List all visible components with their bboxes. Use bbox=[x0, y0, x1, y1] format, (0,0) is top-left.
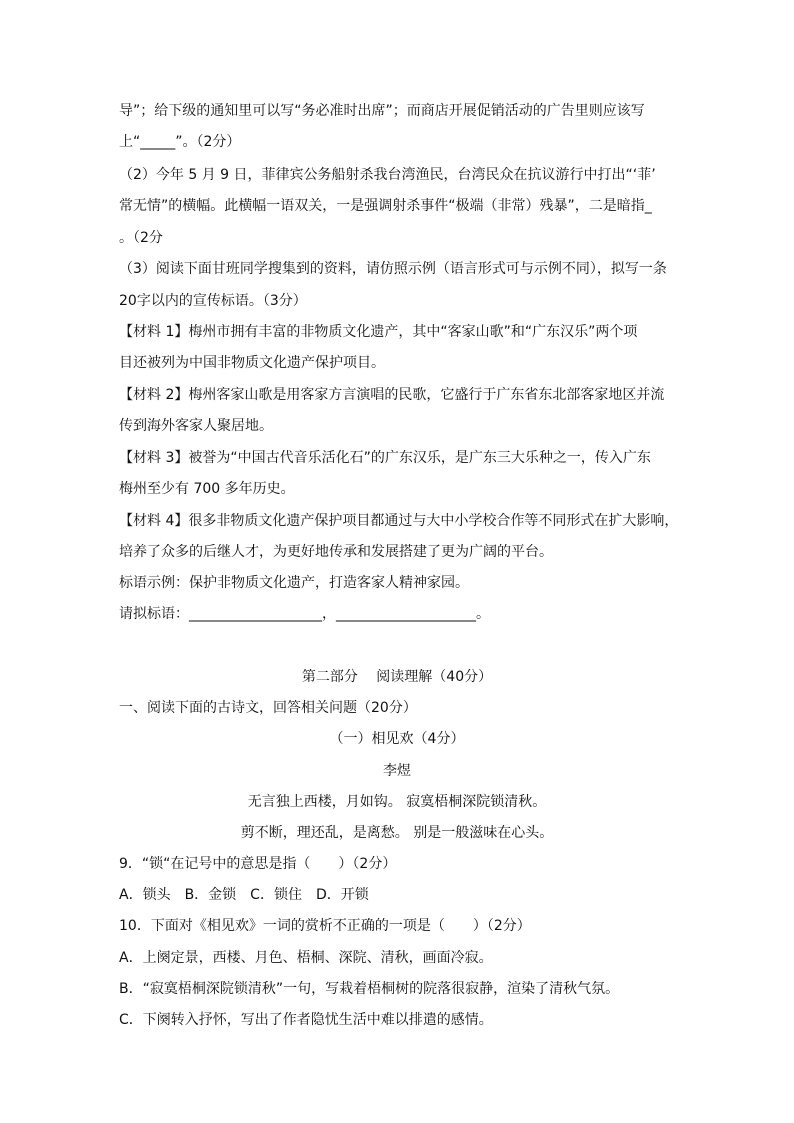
text-line: （2）今年 5 月 9 日，菲律宾公务船射杀我台湾渔民，台湾民众在抗议游行中打出“‘菲’ bbox=[119, 167, 656, 183]
option-line: A．锁头 B．金锁 C．锁住 D．开锁 bbox=[119, 887, 369, 903]
text-line: 梅州至少有 700 多年历史。 bbox=[119, 481, 295, 497]
question-line: 10．下面对《相见欢》一词的赏析不正确的一项是（ ）（2分） bbox=[119, 918, 531, 934]
poem-line: 无言独上西楼，月如钩。 寂寞梧桐深院锁清秋。 bbox=[247, 794, 547, 810]
text-line: 【材料 4】很多非物质文化遗产保护项目都通过与大中小学校合作等不同形式在扩大影响， bbox=[119, 513, 679, 529]
text-line: 目还被列为中国非物质文化遗产保护项目。 bbox=[119, 355, 385, 371]
poem-title: （一）相见欢（4分） bbox=[329, 731, 465, 747]
option-line: C．下阕转入抒怀，写出了作者隐忧生活中难以排遣的感情。 bbox=[119, 1012, 493, 1028]
text-line: 【材料 3】被誉为“中国古代音乐活化石”的广东汉乐，是广东三大乐种之一，传入广东 bbox=[119, 450, 651, 466]
text-line: 常无情”的横幅。此横幅一语双关，一是强调射杀事件“极端（非常）残暴”，二是暗指_ bbox=[119, 198, 652, 214]
text-line: 20字以内的宣传标语。（3分） bbox=[119, 293, 307, 309]
option-line: B．“寂寞梧桐深院锁清秋”一句，写栽着梧桐树的院落很寂静，渲染了清秋气氛。 bbox=[119, 981, 620, 997]
text-line: 传到海外客家人聚居地。 bbox=[119, 418, 273, 434]
text-line: 标语示例：保护非物质文化遗产，打造客家人精神家园。 bbox=[119, 575, 469, 591]
poem-line: 剪不断，理还乱，是离愁。 别是一般滋味在心头。 bbox=[240, 825, 554, 841]
text-line: 上“_____”。（2分） bbox=[119, 134, 241, 150]
text-line: 导”；给下级的通知里可以写“务必准时出席”；而商店开展促销活动的广告里则应该写 bbox=[119, 103, 645, 119]
text-line: 培养了众多的后继人才，为更好地传承和发展搭建了更为广阔的平台。 bbox=[119, 544, 553, 560]
text-line: 请拟标语：___________________，____________________。 bbox=[119, 606, 490, 622]
text-line: 【材料 1】梅州市拥有丰富的非物质文化遗产，其中“客家山歌”和“广东汉乐”两个项 bbox=[119, 324, 638, 340]
text-line: 。（2分 bbox=[119, 230, 163, 246]
text-line: 【材料 2】梅州客家山歌是用客家方言演唱的民歌，它盛行于广东省东北部客家地区并流 bbox=[119, 387, 665, 403]
section-heading: 第二部分 阅读理解（40分） bbox=[301, 669, 493, 685]
text-line: 一、阅读下面的古诗文，回答相关问题（20分） bbox=[119, 700, 417, 716]
option-line: A．上阕定景，西楼、月色、梧桐、深院、清秋，画面冷寂。 bbox=[119, 950, 493, 966]
poem-author: 李煜 bbox=[383, 763, 411, 779]
text-line: （3）阅读下面甘班同学搜集到的资料，请仿照示例（语言形式可与示例不同），拟写一条 bbox=[119, 261, 667, 277]
question-line: 9．“锁“在记号中的意思是指（ ）（2分） bbox=[119, 856, 397, 872]
